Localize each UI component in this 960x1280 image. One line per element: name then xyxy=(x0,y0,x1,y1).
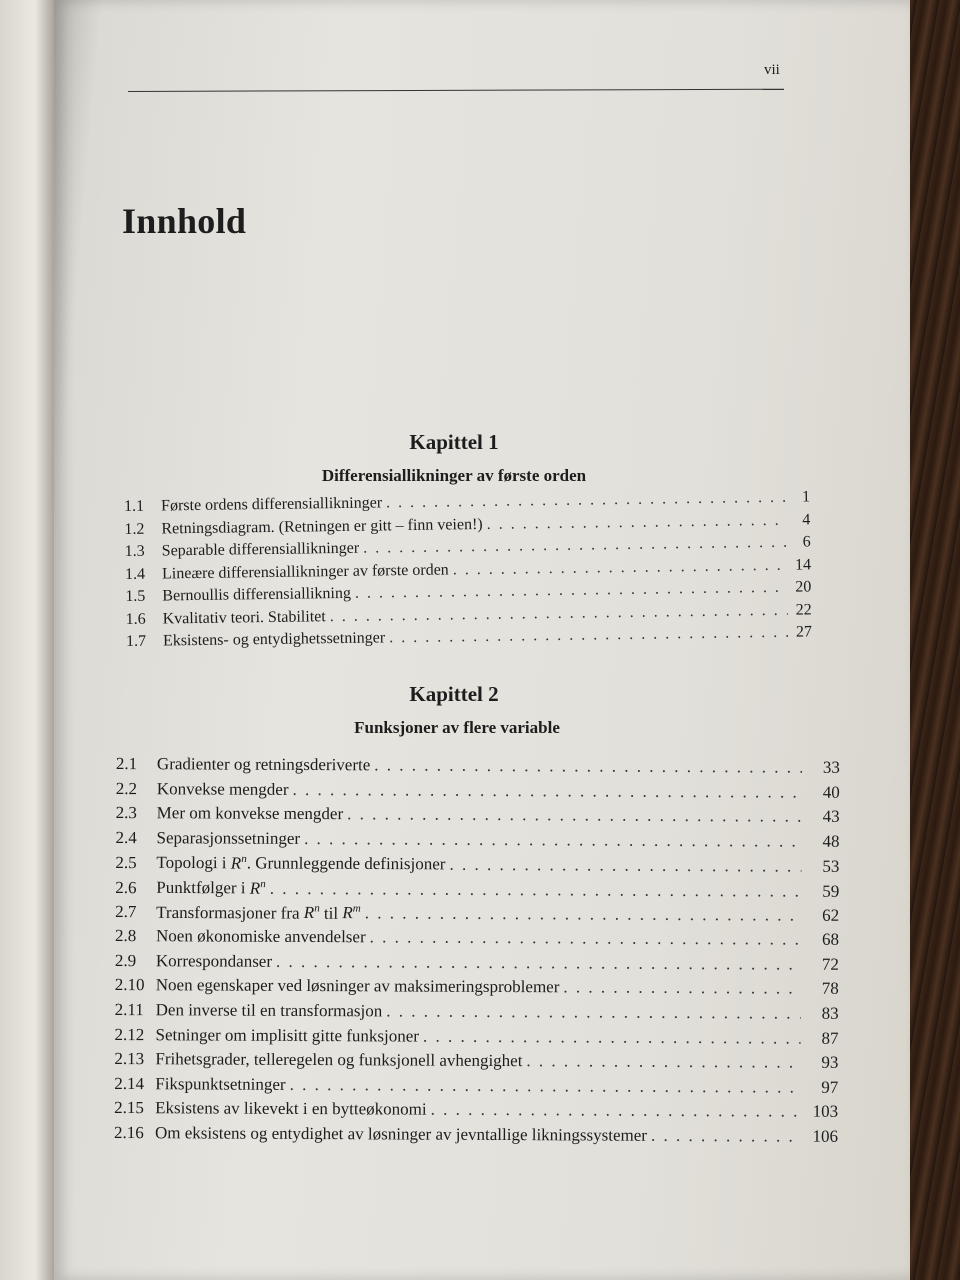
toc-entry xyxy=(114,1025,838,1053)
title-text: til xyxy=(319,903,343,923)
toc-entry xyxy=(114,1123,838,1151)
section-page: 53 xyxy=(822,856,840,876)
section-page: 6 xyxy=(802,533,811,551)
section-title: Eksistens av likevekt i en bytteøkonomi xyxy=(155,1098,427,1119)
math-symbol xyxy=(231,854,247,873)
dot-leader xyxy=(431,1100,801,1122)
section-title: Lineære differensiallikninger av første orden xyxy=(161,560,449,582)
section-title: Gradienter og retningsderiverte xyxy=(156,754,371,775)
section-title: Retningsdiagram. (Retningen er gitt – finn veien!) xyxy=(161,515,483,537)
section-number: 2.3 xyxy=(115,803,137,823)
toc-entry xyxy=(115,902,839,930)
section-page: 72 xyxy=(821,954,839,974)
section-number: 1.1 xyxy=(124,497,145,515)
math-exponent: n xyxy=(260,877,266,890)
page-title: Innhold xyxy=(122,201,247,241)
toc-entry xyxy=(115,1000,839,1028)
section-title: Konvekse mengder xyxy=(156,778,289,799)
section-number: 2.4 xyxy=(115,827,137,847)
section-page: 106 xyxy=(812,1126,839,1146)
page-number: vii xyxy=(764,62,780,78)
section-title: Mer om konvekse mengder xyxy=(156,803,344,824)
section-page: 78 xyxy=(821,979,839,999)
section-page: 22 xyxy=(795,600,812,619)
dot-leader xyxy=(526,1051,800,1072)
title-text: Topologi i xyxy=(156,853,231,873)
section-number: 1.3 xyxy=(124,542,145,560)
section-title: Den inverse til en transformasjon xyxy=(155,1000,383,1021)
section-title: Fikspunktsetninger xyxy=(155,1073,286,1094)
section-title: Korrespondanser xyxy=(155,950,273,971)
math-exponent: n xyxy=(314,902,320,915)
section-number: 2.10 xyxy=(114,975,145,995)
section-number: 2.13 xyxy=(114,1049,145,1069)
dot-leader xyxy=(365,904,802,926)
section-number: 2.5 xyxy=(115,853,137,873)
section-title xyxy=(156,902,361,924)
section-page: 1 xyxy=(801,488,811,506)
toc-entry xyxy=(114,1074,838,1102)
section-number: 2.14 xyxy=(114,1073,145,1093)
math-symbol xyxy=(250,878,266,897)
section-number: 2.16 xyxy=(113,1122,144,1143)
chapter-2-toc xyxy=(114,754,840,1151)
section-number: 2.2 xyxy=(115,778,138,798)
section-page: 14 xyxy=(794,555,812,574)
section-number: 2.7 xyxy=(115,902,137,922)
section-number: 2.1 xyxy=(115,754,138,774)
section-page: 87 xyxy=(821,1028,839,1048)
section-title: Kvalitativ teori. Stabilitet xyxy=(162,607,326,627)
header-rule xyxy=(128,89,784,92)
section-page: 48 xyxy=(822,831,840,851)
section-title: Frihetsgrader, telleregelen og funksjonell avhengighet xyxy=(155,1049,523,1071)
section-title xyxy=(156,853,445,875)
section-title: Separasjonssetninger xyxy=(156,827,301,848)
section-page: 68 xyxy=(821,929,840,949)
math-base: R xyxy=(249,878,261,898)
chapter-1-toc xyxy=(124,488,812,655)
toc-entry xyxy=(114,1049,838,1077)
math-base: R xyxy=(342,903,353,923)
math-symbol xyxy=(342,903,360,922)
section-number: 1.5 xyxy=(125,587,146,605)
dot-leader xyxy=(487,511,787,533)
section-page: 40 xyxy=(822,782,840,802)
dot-leader xyxy=(270,878,802,901)
title-text: . Grunnleggende definisjoner xyxy=(246,853,446,874)
dot-leader xyxy=(276,952,801,975)
toc-entry xyxy=(114,1098,838,1126)
toc-entry xyxy=(115,951,839,979)
toc-entry xyxy=(115,877,839,905)
section-title: Om eksistens og entydighet av løsninger av jevntallige likningssystemer xyxy=(154,1123,648,1145)
chapter-2-label: Kapittel 2 xyxy=(409,682,499,706)
dot-leader xyxy=(453,556,787,579)
section-number: 1.2 xyxy=(124,520,145,538)
section-page: 59 xyxy=(822,881,840,901)
dot-leader xyxy=(290,1075,801,1098)
chapter-2-title: Funksjoner av flere variable xyxy=(354,718,560,737)
section-title: Setninger om implisitt gitte funksjoner xyxy=(155,1024,420,1046)
chapter-1-label: Kapittel 1 xyxy=(409,430,499,454)
section-number: 2.9 xyxy=(114,950,137,970)
section-number: 2.11 xyxy=(114,999,144,1020)
title-text: Punktfølger i xyxy=(156,877,250,898)
math-exponent: m xyxy=(352,902,361,915)
dot-leader xyxy=(374,755,802,777)
section-title: Eksistens- og entydighetssetninger xyxy=(162,629,386,650)
toc-entry xyxy=(116,803,840,831)
section-number: 2.12 xyxy=(114,1024,145,1044)
dot-leader xyxy=(563,978,800,999)
toc-entry xyxy=(116,779,840,807)
facing-page-edge xyxy=(0,0,58,1280)
section-number: 1.7 xyxy=(125,632,147,650)
section-page: 103 xyxy=(812,1101,839,1122)
section-title: Separable differensiallikninger xyxy=(161,539,360,560)
dot-leader xyxy=(449,855,801,877)
section-page: 62 xyxy=(822,905,840,926)
section-title: Noen økonomiske anvendelser xyxy=(155,926,366,947)
book-page xyxy=(54,0,910,1280)
math-base: R xyxy=(303,903,315,923)
dot-leader xyxy=(370,927,801,949)
section-number: 1.4 xyxy=(124,565,146,583)
section-page: 20 xyxy=(795,578,812,596)
math-symbol xyxy=(304,903,320,922)
section-number: 2.6 xyxy=(115,877,137,897)
section-page: 97 xyxy=(821,1077,839,1097)
dot-leader xyxy=(292,780,801,803)
section-title: Første ordens differensiallikninger xyxy=(160,494,383,515)
dot-leader xyxy=(304,829,802,852)
dot-leader xyxy=(651,1126,800,1147)
dot-leader xyxy=(386,489,786,513)
title-text: Transformasjoner fra xyxy=(156,902,304,923)
toc-entry xyxy=(115,852,839,880)
section-page: 27 xyxy=(795,623,813,641)
section-page: 93 xyxy=(821,1052,839,1072)
section-number: 2.15 xyxy=(114,1098,144,1118)
section-title: Bernoullis differensiallikning xyxy=(162,584,352,605)
section-page: 33 xyxy=(822,757,840,777)
math-exponent: n xyxy=(241,853,247,866)
toc-entry xyxy=(115,975,839,1003)
section-title: Noen egenskaper ved løsninger av maksimeringsproblemer xyxy=(155,975,560,997)
math-base: R xyxy=(230,853,242,873)
section-number: 2.8 xyxy=(114,926,137,946)
toc-entry xyxy=(116,754,840,782)
section-number: 1.6 xyxy=(125,610,146,628)
dot-leader xyxy=(423,1026,801,1048)
section-page: 43 xyxy=(822,806,840,826)
toc-entry xyxy=(115,926,839,954)
section-page: 83 xyxy=(821,1003,839,1023)
section-title xyxy=(156,877,266,898)
dot-leader xyxy=(386,1001,800,1023)
toc-entry xyxy=(115,828,839,856)
chapter-1-title: Differensiallikninger av første orden xyxy=(321,466,587,485)
dot-leader xyxy=(347,804,802,826)
section-page: 4 xyxy=(802,510,811,529)
